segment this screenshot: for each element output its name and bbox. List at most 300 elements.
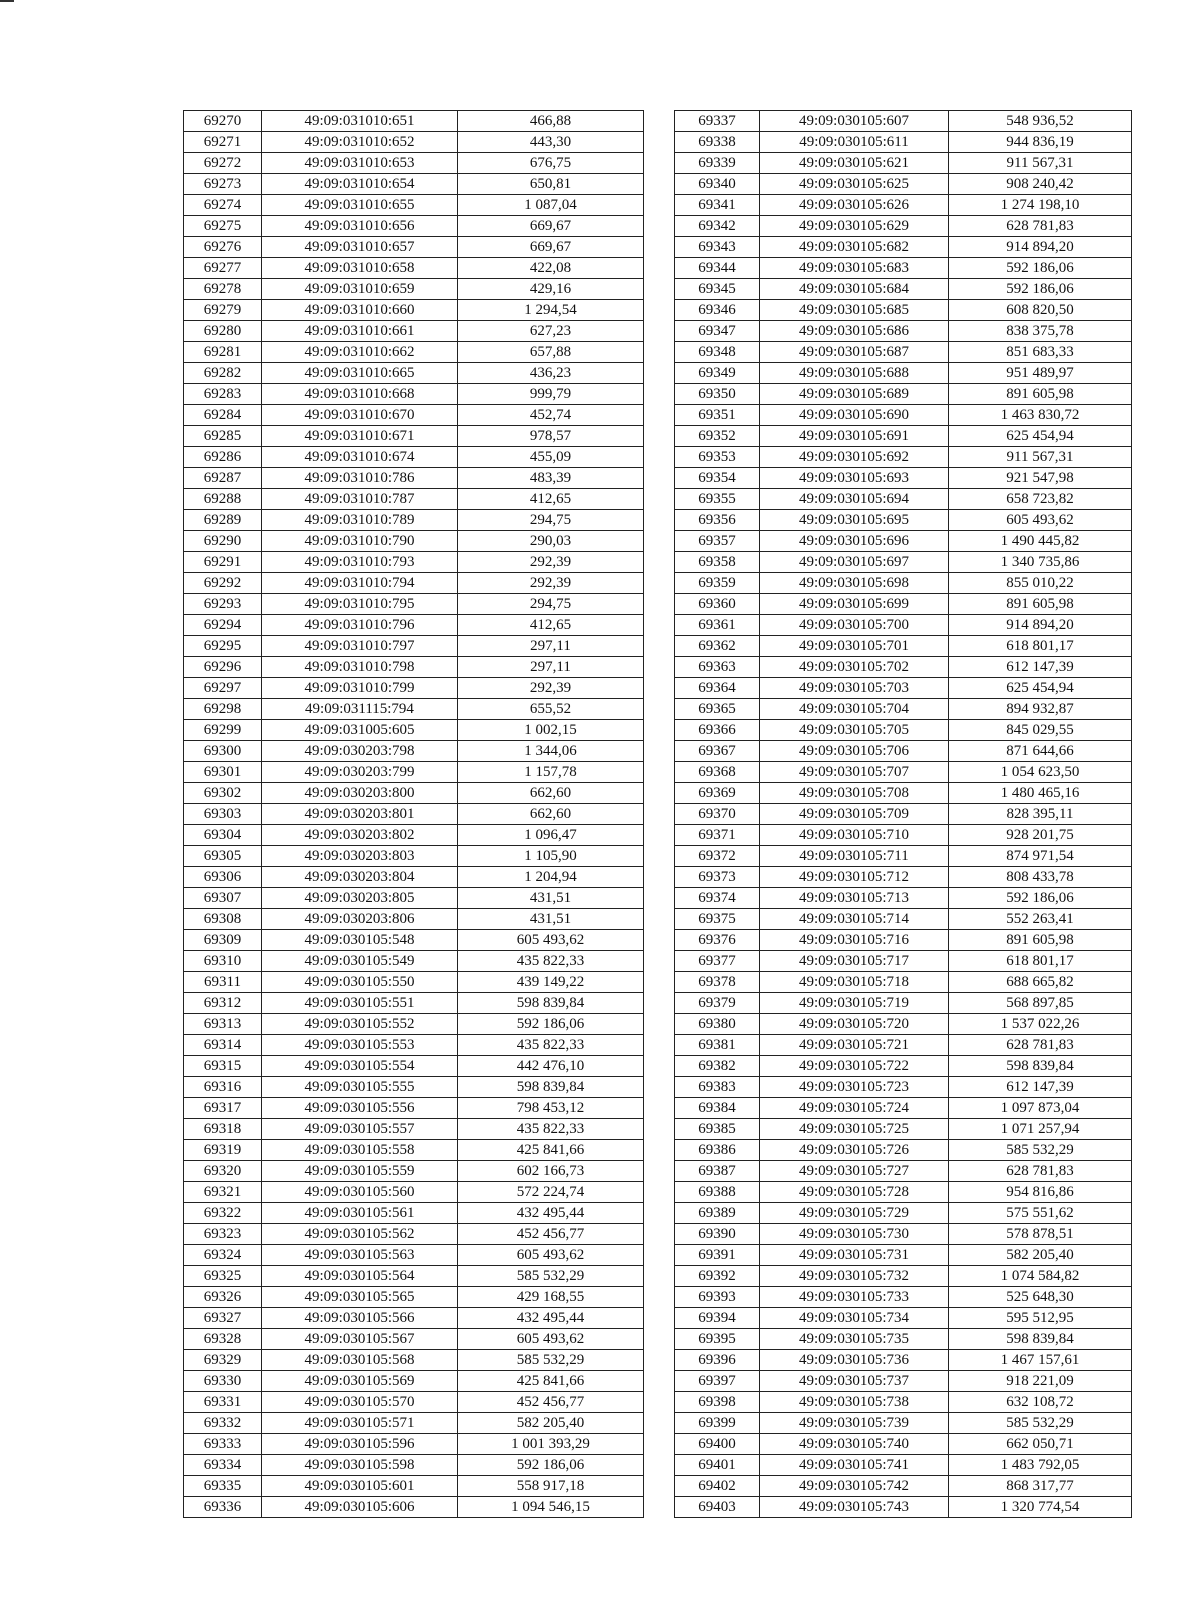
- value-cell: 662,60: [458, 783, 644, 804]
- cadastral-number-cell: 49:09:030105:694: [760, 489, 949, 510]
- value-cell: 297,11: [458, 636, 644, 657]
- cadastral-number-cell: 49:09:030105:724: [760, 1098, 949, 1119]
- value-cell: 612 147,39: [949, 657, 1132, 678]
- cadastral-number-cell: 49:09:031010:653: [262, 153, 458, 174]
- cadastral-number-cell: 49:09:030105:691: [760, 426, 949, 447]
- row-number-cell: 69328: [184, 1329, 262, 1350]
- cadastral-number-cell: 49:09:031010:654: [262, 174, 458, 195]
- row-number-cell: 69376: [675, 930, 760, 951]
- row-number-cell: 69368: [675, 762, 760, 783]
- table-row: [675, 174, 1132, 195]
- row-number-cell: 69356: [675, 510, 760, 531]
- cadastral-number-cell: 49:09:030105:571: [262, 1413, 458, 1434]
- table-row: [675, 615, 1132, 636]
- row-number-cell: 69290: [184, 531, 262, 552]
- value-cell: 845 029,55: [949, 720, 1132, 741]
- cadastral-number-cell: 49:09:030105:553: [262, 1035, 458, 1056]
- row-number-cell: 69318: [184, 1119, 262, 1140]
- row-number-cell: 69383: [675, 1077, 760, 1098]
- table-row: [675, 909, 1132, 930]
- table-row: [184, 552, 644, 573]
- value-cell: 978,57: [458, 426, 644, 447]
- cadastral-number-cell: 49:09:030105:563: [262, 1245, 458, 1266]
- table-row: [675, 300, 1132, 321]
- cadastral-number-cell: 49:09:030105:701: [760, 636, 949, 657]
- row-number-cell: 69276: [184, 237, 262, 258]
- value-cell: 914 894,20: [949, 615, 1132, 636]
- row-number-cell: 69382: [675, 1056, 760, 1077]
- value-cell: 598 839,84: [458, 993, 644, 1014]
- value-cell: 1 071 257,94: [949, 1119, 1132, 1140]
- value-cell: 592 186,06: [458, 1455, 644, 1476]
- value-cell: 1 483 792,05: [949, 1455, 1132, 1476]
- cadastral-number-cell: 49:09:030105:552: [262, 1014, 458, 1035]
- table-row: [675, 1287, 1132, 1308]
- value-cell: 483,39: [458, 468, 644, 489]
- table-row: [184, 762, 644, 783]
- value-cell: 650,81: [458, 174, 644, 195]
- cadastral-number-cell: 49:09:030105:740: [760, 1434, 949, 1455]
- cadastral-number-cell: 49:09:030105:725: [760, 1119, 949, 1140]
- table-row: [675, 1224, 1132, 1245]
- cadastral-number-cell: 49:09:030105:730: [760, 1224, 949, 1245]
- parcel-table-right: [674, 110, 1132, 1518]
- cadastral-number-cell: 49:09:030105:727: [760, 1161, 949, 1182]
- row-number-cell: 69332: [184, 1413, 262, 1434]
- table-row: [184, 1224, 644, 1245]
- table-row: [675, 426, 1132, 447]
- table-row: [184, 867, 644, 888]
- cadastral-number-cell: 49:09:030105:733: [760, 1287, 949, 1308]
- table-row: [184, 510, 644, 531]
- cadastral-number-cell: 49:09:030105:709: [760, 804, 949, 825]
- table-row: [675, 1455, 1132, 1476]
- cadastral-number-cell: 49:09:031010:793: [262, 552, 458, 573]
- cadastral-number-cell: 49:09:031010:787: [262, 489, 458, 510]
- value-cell: 798 453,12: [458, 1098, 644, 1119]
- cadastral-number-cell: 49:09:030105:551: [262, 993, 458, 1014]
- value-cell: 294,75: [458, 594, 644, 615]
- row-number-cell: 69289: [184, 510, 262, 531]
- table-row: [675, 636, 1132, 657]
- row-number-cell: 69387: [675, 1161, 760, 1182]
- value-cell: 894 932,87: [949, 699, 1132, 720]
- value-cell: 908 240,42: [949, 174, 1132, 195]
- table-row: [184, 1392, 644, 1413]
- cadastral-number-cell: 49:09:030105:685: [760, 300, 949, 321]
- cadastral-number-cell: 49:09:030105:689: [760, 384, 949, 405]
- row-number-cell: 69314: [184, 1035, 262, 1056]
- cadastral-number-cell: 49:09:031010:661: [262, 321, 458, 342]
- cadastral-number-cell: 49:09:031010:662: [262, 342, 458, 363]
- cadastral-number-cell: 49:09:030105:555: [262, 1077, 458, 1098]
- cadastral-number-cell: 49:09:030105:570: [262, 1392, 458, 1413]
- table-row: [675, 594, 1132, 615]
- table-row: [675, 762, 1132, 783]
- value-cell: 608 820,50: [949, 300, 1132, 321]
- table-row: [675, 783, 1132, 804]
- cadastral-number-cell: 49:09:030105:569: [262, 1371, 458, 1392]
- row-number-cell: 69322: [184, 1203, 262, 1224]
- table-row: [184, 951, 644, 972]
- table-row: [675, 741, 1132, 762]
- cadastral-number-cell: 49:09:031010:797: [262, 636, 458, 657]
- row-number-cell: 69343: [675, 237, 760, 258]
- row-number-cell: 69279: [184, 300, 262, 321]
- cadastral-number-cell: 49:09:030105:606: [262, 1497, 458, 1518]
- cadastral-number-cell: 49:09:030105:719: [760, 993, 949, 1014]
- value-cell: 431,51: [458, 909, 644, 930]
- cadastral-number-cell: 49:09:030105:625: [760, 174, 949, 195]
- value-cell: 1 344,06: [458, 741, 644, 762]
- table-row: [184, 1350, 644, 1371]
- table-row: [184, 678, 644, 699]
- cadastral-number-cell: 49:09:030105:561: [262, 1203, 458, 1224]
- value-cell: 1 537 022,26: [949, 1014, 1132, 1035]
- table-row: [675, 1098, 1132, 1119]
- value-cell: 585 532,29: [949, 1140, 1132, 1161]
- table-row: [675, 195, 1132, 216]
- value-cell: 662 050,71: [949, 1434, 1132, 1455]
- table-row: [675, 468, 1132, 489]
- value-cell: 658 723,82: [949, 489, 1132, 510]
- table-row: [675, 1350, 1132, 1371]
- table-row: [675, 951, 1132, 972]
- row-number-cell: 69354: [675, 468, 760, 489]
- cadastral-number-cell: 49:09:030105:560: [262, 1182, 458, 1203]
- cadastral-number-cell: 49:09:030105:690: [760, 405, 949, 426]
- table-row: [675, 132, 1132, 153]
- table-row: [675, 405, 1132, 426]
- value-cell: 914 894,20: [949, 237, 1132, 258]
- table-row: [675, 1119, 1132, 1140]
- table-row: [184, 321, 644, 342]
- row-number-cell: 69375: [675, 909, 760, 930]
- table-row: [675, 1329, 1132, 1350]
- value-cell: 412,65: [458, 615, 644, 636]
- row-number-cell: 69398: [675, 1392, 760, 1413]
- table-row: [675, 489, 1132, 510]
- value-cell: 435 822,33: [458, 951, 644, 972]
- table-row: [184, 993, 644, 1014]
- value-cell: 1 054 623,50: [949, 762, 1132, 783]
- table-row: [675, 972, 1132, 993]
- table-row: [675, 1140, 1132, 1161]
- value-cell: 605 493,62: [949, 510, 1132, 531]
- row-number-cell: 69307: [184, 888, 262, 909]
- cadastral-number-cell: 49:09:030203:799: [262, 762, 458, 783]
- cadastral-number-cell: 49:09:030105:692: [760, 447, 949, 468]
- table-row: [675, 1014, 1132, 1035]
- row-number-cell: 69374: [675, 888, 760, 909]
- table-row: [184, 1035, 644, 1056]
- table-row: [675, 321, 1132, 342]
- value-cell: 602 166,73: [458, 1161, 644, 1182]
- cadastral-number-cell: 49:09:030105:607: [760, 111, 949, 132]
- cadastral-number-cell: 49:09:030105:687: [760, 342, 949, 363]
- row-number-cell: 69380: [675, 1014, 760, 1035]
- table-row: [675, 216, 1132, 237]
- cadastral-number-cell: 49:09:030105:707: [760, 762, 949, 783]
- cadastral-number-cell: 49:09:030105:721: [760, 1035, 949, 1056]
- table-row: [675, 1035, 1132, 1056]
- table-row: [675, 1161, 1132, 1182]
- value-cell: 292,39: [458, 573, 644, 594]
- value-cell: 999,79: [458, 384, 644, 405]
- table-row: [675, 888, 1132, 909]
- row-number-cell: 69340: [675, 174, 760, 195]
- cadastral-number-cell: 49:09:030105:737: [760, 1371, 949, 1392]
- value-cell: 618 801,17: [949, 951, 1132, 972]
- table-row: [184, 1119, 644, 1140]
- table-row: [675, 1434, 1132, 1455]
- row-number-cell: 69372: [675, 846, 760, 867]
- row-number-cell: 69294: [184, 615, 262, 636]
- row-number-cell: 69399: [675, 1413, 760, 1434]
- row-number-cell: 69403: [675, 1497, 760, 1518]
- row-number-cell: 69325: [184, 1266, 262, 1287]
- row-number-cell: 69305: [184, 846, 262, 867]
- value-cell: 592 186,06: [949, 258, 1132, 279]
- table-row: [184, 279, 644, 300]
- cadastral-number-cell: 49:09:030105:596: [262, 1434, 458, 1455]
- value-cell: 585 532,29: [949, 1413, 1132, 1434]
- table-row: [184, 888, 644, 909]
- value-cell: 443,30: [458, 132, 644, 153]
- row-number-cell: 69303: [184, 804, 262, 825]
- row-number-cell: 69323: [184, 1224, 262, 1245]
- row-number-cell: 69367: [675, 741, 760, 762]
- row-number-cell: 69297: [184, 678, 262, 699]
- row-number-cell: 69392: [675, 1266, 760, 1287]
- row-number-cell: 69329: [184, 1350, 262, 1371]
- table-row: [675, 237, 1132, 258]
- table-row: [184, 1455, 644, 1476]
- row-number-cell: 69393: [675, 1287, 760, 1308]
- table-row: [184, 468, 644, 489]
- row-number-cell: 69337: [675, 111, 760, 132]
- value-cell: 669,67: [458, 237, 644, 258]
- parcel-table-right-body: [675, 111, 1132, 1518]
- value-cell: 918 221,09: [949, 1371, 1132, 1392]
- cadastral-number-cell: 49:09:030105:598: [262, 1455, 458, 1476]
- value-cell: 891 605,98: [949, 930, 1132, 951]
- table-row: [675, 258, 1132, 279]
- table-row: [675, 1392, 1132, 1413]
- value-cell: 657,88: [458, 342, 644, 363]
- row-number-cell: 69313: [184, 1014, 262, 1035]
- cadastral-number-cell: 49:09:030105:700: [760, 615, 949, 636]
- value-cell: 605 493,62: [458, 930, 644, 951]
- row-number-cell: 69366: [675, 720, 760, 741]
- table-row: [184, 699, 644, 720]
- value-cell: 625 454,94: [949, 678, 1132, 699]
- table-row: [675, 531, 1132, 552]
- cadastral-number-cell: 49:09:031010:660: [262, 300, 458, 321]
- row-number-cell: 69359: [675, 573, 760, 594]
- cadastral-number-cell: 49:09:030105:735: [760, 1329, 949, 1350]
- value-cell: 525 648,30: [949, 1287, 1132, 1308]
- row-number-cell: 69311: [184, 972, 262, 993]
- cadastral-number-cell: 49:09:030105:723: [760, 1077, 949, 1098]
- row-number-cell: 69282: [184, 363, 262, 384]
- cadastral-number-cell: 49:09:030105:710: [760, 825, 949, 846]
- row-number-cell: 69396: [675, 1350, 760, 1371]
- table-row: [675, 1182, 1132, 1203]
- value-cell: 632 108,72: [949, 1392, 1132, 1413]
- row-number-cell: 69284: [184, 405, 262, 426]
- cadastral-number-cell: 49:09:031010:670: [262, 405, 458, 426]
- cadastral-number-cell: 49:09:030105:706: [760, 741, 949, 762]
- table-row: [184, 741, 644, 762]
- cadastral-number-cell: 49:09:030105:567: [262, 1329, 458, 1350]
- table-row: [675, 804, 1132, 825]
- row-number-cell: 69357: [675, 531, 760, 552]
- cadastral-number-cell: 49:09:030105:712: [760, 867, 949, 888]
- table-row: [675, 447, 1132, 468]
- value-cell: 452 456,77: [458, 1224, 644, 1245]
- cadastral-number-cell: 49:09:030105:696: [760, 531, 949, 552]
- row-number-cell: 69324: [184, 1245, 262, 1266]
- value-cell: 871 644,66: [949, 741, 1132, 762]
- cadastral-number-cell: 49:09:030105:686: [760, 321, 949, 342]
- table-row: [184, 405, 644, 426]
- cadastral-number-cell: 49:09:030105:738: [760, 1392, 949, 1413]
- table-row: [184, 531, 644, 552]
- scan-edge-mark: [0, 0, 14, 2]
- row-number-cell: 69275: [184, 216, 262, 237]
- cadastral-number-cell: 49:09:030105:739: [760, 1413, 949, 1434]
- value-cell: 432 495,44: [458, 1308, 644, 1329]
- value-cell: 466,88: [458, 111, 644, 132]
- value-cell: 1 294,54: [458, 300, 644, 321]
- value-cell: 442 476,10: [458, 1056, 644, 1077]
- table-row: [184, 1014, 644, 1035]
- value-cell: 618 801,17: [949, 636, 1132, 657]
- value-cell: 1 204,94: [458, 867, 644, 888]
- cadastral-number-cell: 49:09:030105:705: [760, 720, 949, 741]
- table-row: [184, 720, 644, 741]
- value-cell: 605 493,62: [458, 1245, 644, 1266]
- row-number-cell: 69365: [675, 699, 760, 720]
- value-cell: 425 841,66: [458, 1140, 644, 1161]
- table-row: [675, 678, 1132, 699]
- row-number-cell: 69358: [675, 552, 760, 573]
- cadastral-number-cell: 49:09:030105:713: [760, 888, 949, 909]
- value-cell: 1 467 157,61: [949, 1350, 1132, 1371]
- cadastral-number-cell: 49:09:031010:656: [262, 216, 458, 237]
- row-number-cell: 69286: [184, 447, 262, 468]
- row-number-cell: 69335: [184, 1476, 262, 1497]
- value-cell: 1 074 584,82: [949, 1266, 1132, 1287]
- cadastral-number-cell: 49:09:030105:734: [760, 1308, 949, 1329]
- value-cell: 412,65: [458, 489, 644, 510]
- table-row: [184, 489, 644, 510]
- row-number-cell: 69397: [675, 1371, 760, 1392]
- row-number-cell: 69377: [675, 951, 760, 972]
- row-number-cell: 69348: [675, 342, 760, 363]
- row-number-cell: 69278: [184, 279, 262, 300]
- cadastral-number-cell: 49:09:030105:722: [760, 1056, 949, 1077]
- row-number-cell: 69364: [675, 678, 760, 699]
- cadastral-number-cell: 49:09:030105:698: [760, 573, 949, 594]
- table-row: [184, 342, 644, 363]
- cadastral-number-cell: 49:09:030105:556: [262, 1098, 458, 1119]
- cadastral-number-cell: 49:09:030105:742: [760, 1476, 949, 1497]
- cadastral-number-cell: 49:09:030203:805: [262, 888, 458, 909]
- table-row: [675, 1245, 1132, 1266]
- row-number-cell: 69345: [675, 279, 760, 300]
- table-row: [675, 930, 1132, 951]
- value-cell: 592 186,06: [949, 888, 1132, 909]
- row-number-cell: 69369: [675, 783, 760, 804]
- cadastral-number-cell: 49:09:030105:729: [760, 1203, 949, 1224]
- row-number-cell: 69321: [184, 1182, 262, 1203]
- value-cell: 1 087,04: [458, 195, 644, 216]
- table-row: [184, 447, 644, 468]
- value-cell: 595 512,95: [949, 1308, 1132, 1329]
- table-row: [184, 1203, 644, 1224]
- table-row: [184, 1413, 644, 1434]
- cadastral-number-cell: 49:09:030105:699: [760, 594, 949, 615]
- value-cell: 676,75: [458, 153, 644, 174]
- row-number-cell: 69386: [675, 1140, 760, 1161]
- table-row: [675, 153, 1132, 174]
- parcel-table-left-body: [184, 111, 644, 1518]
- value-cell: 432 495,44: [458, 1203, 644, 1224]
- cadastral-number-cell: 49:09:031010:796: [262, 615, 458, 636]
- value-cell: 669,67: [458, 216, 644, 237]
- cadastral-number-cell: 49:09:030105:626: [760, 195, 949, 216]
- value-cell: 455,09: [458, 447, 644, 468]
- value-cell: 568 897,85: [949, 993, 1132, 1014]
- cadastral-number-cell: 49:09:030105:717: [760, 951, 949, 972]
- cadastral-number-cell: 49:09:031010:671: [262, 426, 458, 447]
- row-number-cell: 69310: [184, 951, 262, 972]
- row-number-cell: 69271: [184, 132, 262, 153]
- row-number-cell: 69298: [184, 699, 262, 720]
- row-number-cell: 69319: [184, 1140, 262, 1161]
- row-number-cell: 69300: [184, 741, 262, 762]
- cadastral-number-cell: 49:09:030203:800: [262, 783, 458, 804]
- cadastral-number-cell: 49:09:030105:684: [760, 279, 949, 300]
- value-cell: 429 168,55: [458, 1287, 644, 1308]
- value-cell: 548 936,52: [949, 111, 1132, 132]
- cadastral-number-cell: 49:09:031010:657: [262, 237, 458, 258]
- cadastral-number-cell: 49:09:030105:621: [760, 153, 949, 174]
- cadastral-number-cell: 49:09:030105:693: [760, 468, 949, 489]
- table-row: [184, 1098, 644, 1119]
- cadastral-number-cell: 49:09:031115:794: [262, 699, 458, 720]
- row-number-cell: 69291: [184, 552, 262, 573]
- cadastral-number-cell: 49:09:030105:568: [262, 1350, 458, 1371]
- value-cell: 435 822,33: [458, 1035, 644, 1056]
- cadastral-number-cell: 49:09:031010:655: [262, 195, 458, 216]
- table-row: [184, 363, 644, 384]
- cadastral-number-cell: 49:09:030105:564: [262, 1266, 458, 1287]
- value-cell: 838 375,78: [949, 321, 1132, 342]
- cadastral-number-cell: 49:09:030203:802: [262, 825, 458, 846]
- table-row: [675, 111, 1132, 132]
- table-row: [675, 1308, 1132, 1329]
- value-cell: 612 147,39: [949, 1077, 1132, 1098]
- row-number-cell: 69360: [675, 594, 760, 615]
- cadastral-number-cell: 49:09:030105:683: [760, 258, 949, 279]
- value-cell: 1 097 873,04: [949, 1098, 1132, 1119]
- row-number-cell: 69272: [184, 153, 262, 174]
- table-row: [184, 846, 644, 867]
- row-number-cell: 69302: [184, 783, 262, 804]
